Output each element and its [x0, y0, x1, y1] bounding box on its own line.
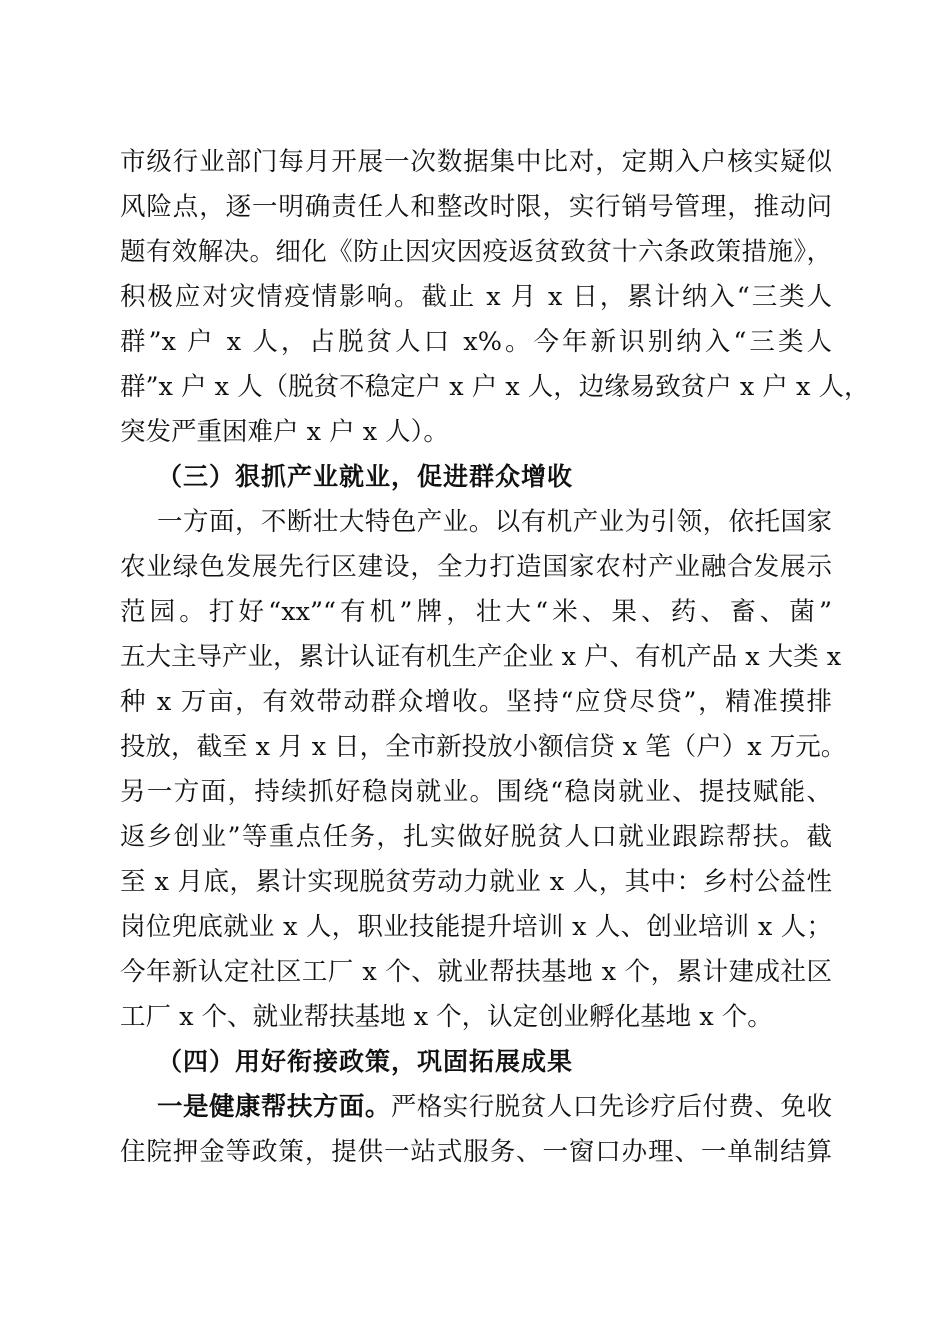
paragraph-line: 突发严重困难户 x 户 x 人）。	[120, 417, 449, 447]
paragraph-line: 投放，截至 x 月 x 日，全市新投放小额信贷 x 笔（户）x 万元。	[120, 732, 847, 762]
paragraph-line: 范园。打好“xx”“有机”牌，壮大“米、果、药、畜、菌”	[120, 597, 832, 627]
paragraph-line-lead	[157, 1087, 832, 1127]
paragraph-line: 另一方面，持续抓好稳岗就业。围绕“稳岗就业、提技赋能、	[120, 777, 832, 807]
paragraph-line: 风险点，逐一明确责任人和整改时限，实行销号管理，推动问	[120, 192, 832, 222]
section-heading-4: （四）用好衔接政策，巩固拓展成果	[157, 1047, 574, 1076]
paragraph-line: 今年新认定社区工厂 x 个、就业帮扶基地 x 个，累计建成社区	[120, 957, 832, 987]
lead-rest-text: 严格实行脱贫人口先诊疗后付费、免收	[390, 1092, 832, 1122]
paragraph-line: 返乡创业”等重点任务，扎实做好脱贫人口就业跟踪帮扶。截	[120, 822, 832, 852]
paragraph-line: 一方面，不断壮大特色产业。以有机产业为引领，依托国家	[157, 507, 832, 537]
paragraph-line: 工厂 x 个、就业帮扶基地 x 个，认定创业孵化基地 x 个。	[120, 1002, 773, 1032]
paragraph-line: 积极应对灾情疫情影响。截止 x 月 x 日，累计纳入“三类人	[120, 282, 832, 312]
paragraph-line: 题有效解决。细化《防止因灾因疫返贫致贫十六条政策措施》，	[120, 237, 832, 267]
paragraph-line: 群”x 户 x 人（脱贫不稳定户 x 户 x 人，边缘易致贫户 x 户 x 人，	[120, 372, 870, 402]
section-heading-3: （三）狠抓产业就业，促进群众增收	[157, 462, 574, 491]
paragraph-line: 至 x 月底，累计实现脱贫劳动力就业 x 人，其中：乡村公益性	[120, 867, 832, 897]
paragraph-line: 住院押金等政策，提供一站式服务、一窗口办理、一单制结算	[120, 1137, 832, 1167]
paragraph-line: 岗位兜底就业 x 人，职业技能提升培训 x 人、创业培训 x 人；	[120, 912, 832, 942]
paragraph-line: 市级行业部门每月开展一次数据集中比对，定期入户核实疑似	[120, 147, 832, 177]
paragraph-line: 群”x 户 x 人，占脱贫人口 x%。今年新识别纳入“三类人	[120, 327, 832, 357]
paragraph-line: 农业绿色发展先行区建设，全力打造国家农村产业融合发展示	[120, 552, 832, 582]
paragraph-line: 种 x 万亩，有效带动群众增收。坚持“应贷尽贷”，精准摸排	[120, 687, 832, 717]
paragraph-line: 五大主导产业，累计认证有机生产企业 x 户、有机产品 x 大类 x	[120, 642, 842, 672]
lead-bold-text: 一是健康帮扶方面。	[157, 1092, 391, 1122]
